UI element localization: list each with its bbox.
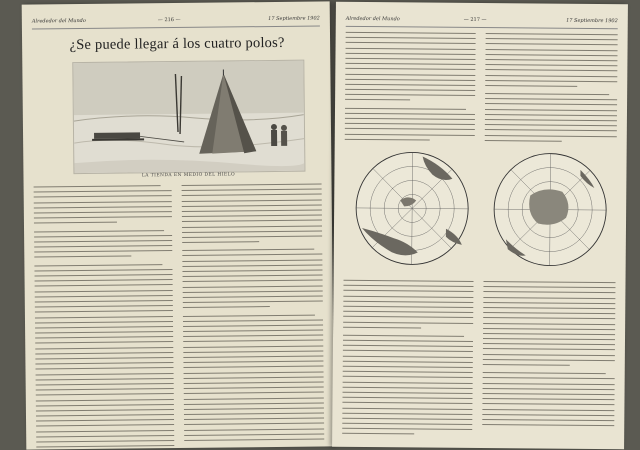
south-pole-map [494, 153, 607, 266]
polar-tent-photo [72, 60, 305, 174]
right-text-column-2-top [485, 33, 618, 146]
page-number: — 216 — [158, 17, 181, 23]
right-page [332, 2, 628, 450]
magazine-name: Alrededor del Mundo [346, 16, 400, 22]
issue-date: 17 Septiembre 1902 [268, 16, 320, 23]
page-number: — 217 — [464, 17, 487, 23]
issue-date: 17 Septiembre 1902 [566, 18, 618, 24]
right-text-column-2-bottom [482, 281, 615, 430]
photo-caption: LA TIENDA EN MEDIO DEL HIELO [73, 172, 303, 179]
left-page [22, 1, 335, 449]
left-page-header [32, 14, 320, 30]
magazine-name: Alrededor del Mundo [32, 18, 86, 25]
right-page-header [346, 14, 618, 29]
right-text-column-1-top [345, 32, 476, 145]
left-text-column-1 [34, 185, 175, 450]
left-text-column-2 [182, 183, 325, 445]
right-text-column-1-bottom [342, 280, 473, 440]
article-title: ¿Se puede llegar á los cuatro polos? [32, 34, 322, 54]
north-pole-map [356, 152, 469, 265]
polar-maps-figure [344, 144, 619, 276]
polar-maps [344, 144, 619, 276]
